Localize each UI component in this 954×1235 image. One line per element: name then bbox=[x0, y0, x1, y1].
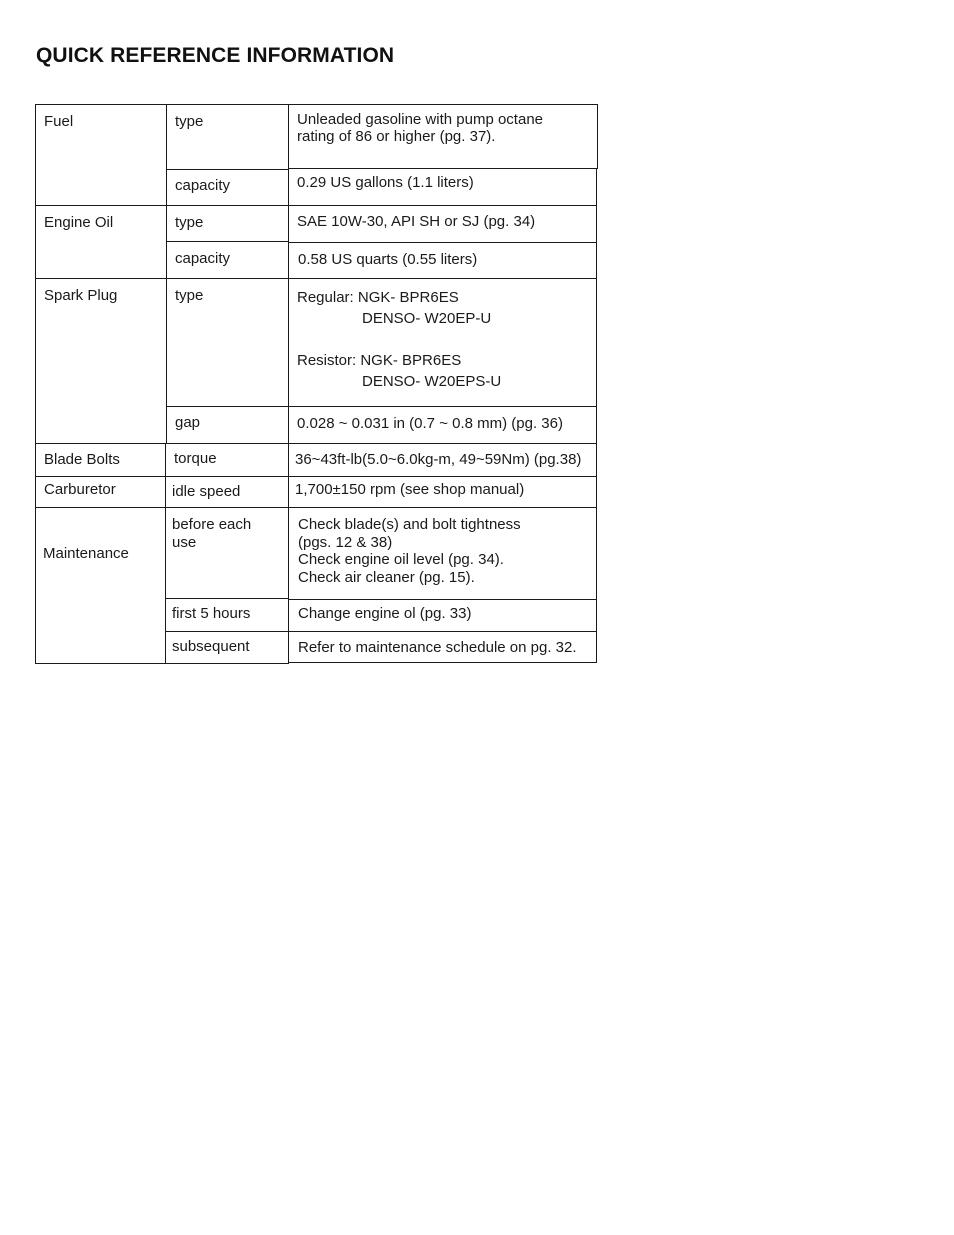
item-cell-bolts-torque bbox=[165, 443, 289, 477]
item-label: type bbox=[175, 287, 204, 304]
item-cell-maint-subsequent bbox=[165, 631, 289, 664]
value-text: Refer to maintenance schedule on pg. 32. bbox=[298, 639, 577, 656]
value-text: Regular: NGK- BPR6ES bbox=[297, 289, 459, 306]
value-text: Check blade(s) and bolt tightness bbox=[298, 516, 521, 533]
category-label: Fuel bbox=[44, 113, 74, 130]
value-cell-maint-before bbox=[288, 507, 597, 600]
value-cell-fuel-capacity bbox=[288, 168, 597, 206]
value-cell-plug-gap bbox=[288, 406, 597, 444]
category-label: Spark Plug bbox=[44, 287, 118, 304]
value-text: DENSO- W20EP-U bbox=[362, 310, 492, 327]
value-text: 0.58 US quarts (0.55 liters) bbox=[298, 251, 478, 268]
value-cell-bolts-torque bbox=[288, 443, 597, 477]
category-cell-carburetor bbox=[35, 476, 166, 508]
value-text: rating of 86 or higher (pg. 37). bbox=[297, 128, 496, 145]
item-label: torque bbox=[174, 450, 217, 467]
item-label: before each bbox=[172, 516, 252, 533]
category-cell-blade-bolts bbox=[35, 443, 166, 477]
item-label: capacity bbox=[175, 250, 231, 267]
item-cell-oil-capacity bbox=[166, 241, 289, 279]
item-cell-fuel-capacity bbox=[166, 169, 289, 206]
value-text: 0.29 US gallons (1.1 liters) bbox=[297, 174, 474, 191]
item-label: type bbox=[175, 214, 204, 231]
item-cell-maint-first bbox=[165, 598, 289, 632]
item-label: use bbox=[172, 534, 197, 551]
value-text: Check engine oil level (pg. 34). bbox=[298, 551, 504, 568]
category-cell-spark-plug bbox=[35, 278, 167, 444]
item-cell-plug-gap bbox=[166, 406, 289, 444]
value-cell-plug-type bbox=[288, 278, 597, 407]
item-label: idle speed bbox=[172, 483, 241, 500]
category-cell-maintenance bbox=[35, 507, 166, 664]
item-cell-plug-type bbox=[166, 278, 289, 407]
value-text: 1,700±150 rpm (see shop manual) bbox=[295, 481, 525, 498]
value-text: Change engine ol (pg. 33) bbox=[298, 605, 472, 622]
category-cell-fuel bbox=[35, 104, 167, 206]
item-cell-fuel-type bbox=[166, 104, 289, 170]
value-text: 0.028 ~ 0.031 in (0.7 ~ 0.8 mm) (pg. 36) bbox=[297, 415, 563, 432]
item-label: type bbox=[175, 113, 204, 130]
item-label: subsequent bbox=[172, 638, 250, 655]
value-text: Check air cleaner (pg. 15). bbox=[298, 569, 475, 586]
category-cell-engine-oil bbox=[35, 205, 167, 279]
item-label: first 5 hours bbox=[172, 605, 251, 622]
category-label: Carburetor bbox=[44, 481, 116, 498]
page-title: QUICK REFERENCE INFORMATION bbox=[36, 44, 395, 67]
value-cell-carb-idle bbox=[288, 476, 597, 508]
item-label: gap bbox=[175, 414, 201, 431]
category-label: Blade Bolts bbox=[44, 451, 120, 468]
value-cell-fuel-type bbox=[288, 104, 598, 169]
value-text: 36~43ft-lb(5.0~6.0kg-m, 49~59Nm) (pg.38) bbox=[295, 451, 582, 468]
value-text: Resistor: NGK- BPR6ES bbox=[297, 352, 462, 369]
value-text: (pgs. 12 & 38) bbox=[298, 534, 393, 551]
value-cell-maint-first bbox=[288, 599, 597, 632]
value-text: SAE 10W-30, API SH or SJ (pg. 34) bbox=[297, 213, 536, 230]
value-cell-oil-capacity bbox=[288, 242, 597, 279]
item-cell-oil-type bbox=[166, 205, 289, 242]
item-label: capacity bbox=[175, 177, 231, 194]
value-cell-oil-type bbox=[288, 205, 597, 243]
item-cell-maint-before bbox=[165, 507, 289, 599]
value-text: DENSO- W20EPS-U bbox=[362, 373, 502, 390]
item-cell-carb-idle bbox=[165, 476, 289, 508]
category-label: Maintenance bbox=[43, 545, 129, 562]
value-cell-maint-subsequent bbox=[288, 631, 597, 663]
value-text: Unleaded gasoline with pump octane bbox=[297, 111, 543, 128]
category-label: Engine Oil bbox=[44, 214, 114, 231]
